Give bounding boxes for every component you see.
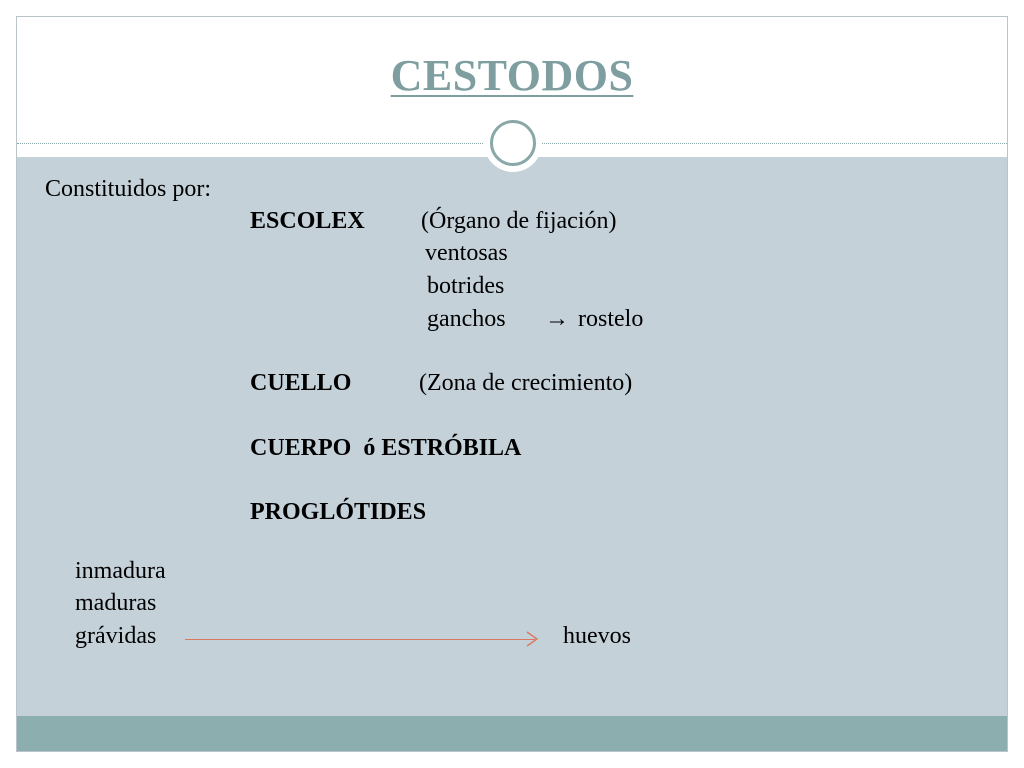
circle-ornament-icon: [484, 114, 542, 172]
ganchos-result: rostelo: [578, 306, 644, 332]
proglotid-type-gravidas: grávidas: [75, 623, 157, 649]
huevos-text: huevos: [563, 623, 631, 649]
proglotid-type-maduras: maduras: [75, 590, 157, 616]
slide: [16, 16, 1008, 752]
cuello-label: CUELLO: [250, 370, 352, 396]
gravidas-arrow-line: [185, 639, 535, 640]
proglotides-label: PROGLÓTIDES: [250, 499, 427, 525]
intro-text: Constituidos por:: [45, 176, 212, 202]
circle-ring-icon: [490, 120, 536, 166]
escolex-label: ESCOLEX: [250, 208, 365, 234]
escolex-item-ganchos: ganchos: [427, 306, 506, 332]
right-arrow-icon: →: [545, 306, 569, 332]
escolex-item-ventosas: ventosas: [425, 240, 508, 266]
escolex-note: (Órgano de fijación): [421, 208, 617, 234]
slide-title: CESTODOS: [390, 51, 634, 100]
cuello-note: (Zona de crecimiento): [419, 370, 633, 396]
cuerpo-label: CUERPO ó ESTRÓBILA: [250, 435, 522, 461]
escolex-item-botrides: botrides: [427, 273, 505, 299]
footer-band: [17, 716, 1007, 751]
proglotid-type-inmadura: inmadura: [75, 558, 166, 584]
